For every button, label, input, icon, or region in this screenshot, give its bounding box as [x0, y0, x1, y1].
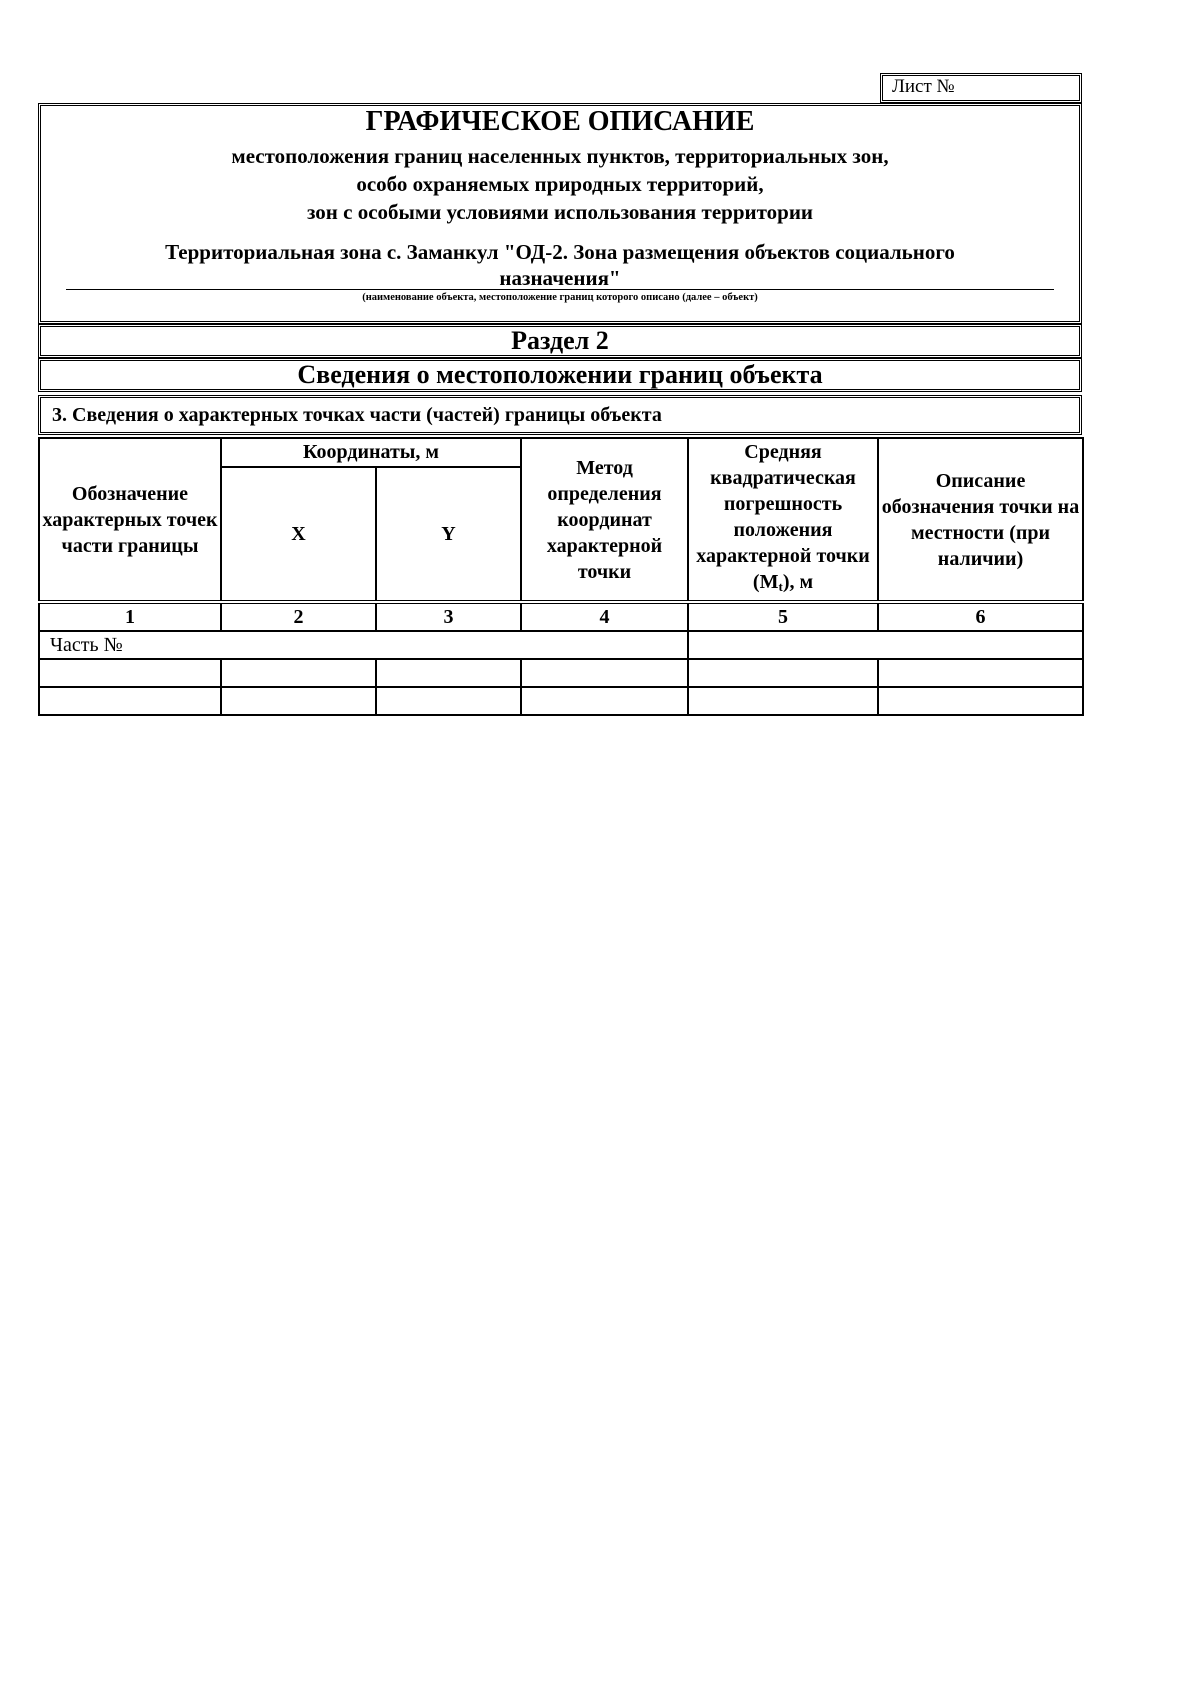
subsection-title: 3. Сведения о характерных точках части (частей) границы объекта	[52, 404, 662, 426]
header-x: X	[221, 467, 376, 602]
section-heading: Сведения о местоположении границ объекта	[297, 360, 823, 389]
table-cell	[221, 659, 376, 687]
header-point-designation: Обозначение характерных точек части границы	[39, 438, 221, 602]
table-cell	[376, 659, 521, 687]
document-title: ГРАФИЧЕСКОЕ ОПИСАНИЕ	[365, 106, 755, 137]
table-cell	[521, 659, 688, 687]
table-cell	[878, 687, 1083, 715]
object-name-line-2: назначения"	[499, 266, 621, 290]
column-number: 6	[878, 602, 1083, 631]
part-empty-cell	[688, 631, 1083, 659]
section-number: Раздел 2	[511, 326, 609, 355]
object-name-line-1: Территориальная зона с. Заманкул "ОД-2. Зона размещения объектов социального	[165, 240, 955, 264]
table-cell	[688, 659, 878, 687]
header-method: Метод определения координат характерной точки	[521, 438, 688, 602]
column-number: 5	[688, 602, 878, 631]
table-cell	[688, 687, 878, 715]
column-number: 2	[221, 602, 376, 631]
header-description: Описание обозначения точки на местности (при наличии)	[878, 438, 1083, 602]
header-coordinates: Координаты, м	[221, 438, 521, 467]
header-y: Y	[376, 467, 521, 602]
table-cell	[39, 687, 221, 715]
column-number: 3	[376, 602, 521, 631]
header-mean-error-unit: ), м	[782, 571, 814, 593]
header-mean-error-text: Средняя квадратическая погрешность положения характерной точки (M	[696, 441, 870, 593]
table-cell	[376, 687, 521, 715]
sheet-number-label: Лист №	[892, 76, 955, 97]
object-name-underline	[66, 289, 1054, 290]
table-cell	[39, 659, 221, 687]
table-cell	[878, 659, 1083, 687]
part-label: Часть №	[39, 631, 688, 659]
header-mean-error-subscript: t	[778, 579, 783, 594]
subtitle-line-2: особо охраняемых природных территорий,	[356, 172, 764, 196]
characteristic-points-table	[38, 437, 1084, 716]
table-cell	[221, 687, 376, 715]
header-mean-error	[688, 438, 878, 602]
table-cell	[521, 687, 688, 715]
subtitle-line-1: местоположения границ населенных пунктов, территориальных зон,	[231, 144, 889, 168]
column-number: 1	[39, 602, 221, 631]
subtitle-line-3: зон с особыми условиями использования территории	[306, 200, 814, 224]
column-number: 4	[521, 602, 688, 631]
object-name-caption: (наименование объекта, местоположение границ которого описано (далее – объект)	[362, 292, 758, 303]
